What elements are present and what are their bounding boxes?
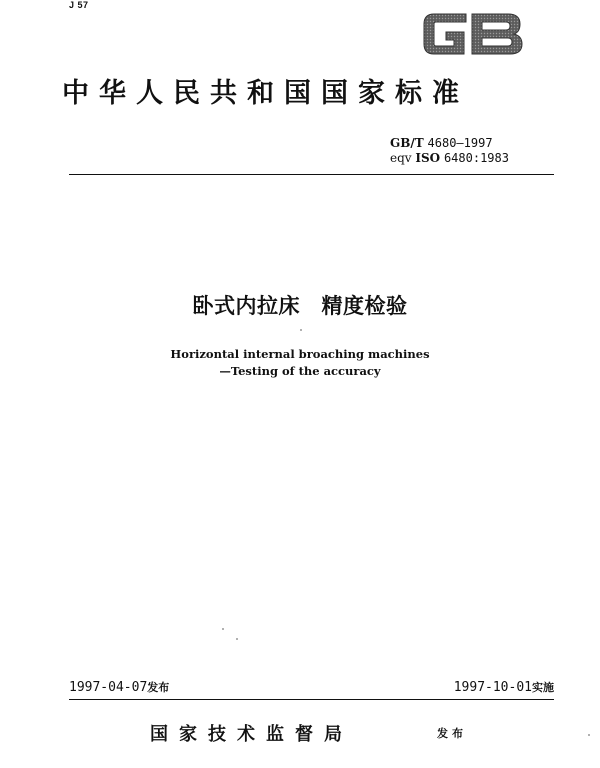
- bottom-divider: [69, 699, 554, 700]
- iso-prefix: ISO: [415, 151, 441, 165]
- gb-logo: [420, 8, 526, 60]
- iso-number: 6480:1983: [443, 151, 509, 165]
- scan-speck: [588, 734, 590, 736]
- effective-date: [454, 679, 554, 695]
- standard-number-block: [390, 136, 560, 165]
- eqv-prefix: eqv: [390, 151, 412, 165]
- scan-speck: [222, 628, 224, 630]
- top-divider: [69, 174, 554, 175]
- english-title: [0, 346, 600, 380]
- issue-date-label: 发布: [147, 681, 170, 694]
- standard-number: 4680—1997: [427, 136, 493, 150]
- effective-date-label: 实施: [532, 681, 554, 694]
- scan-speck: [236, 638, 238, 640]
- standard-number-line: [390, 136, 560, 150]
- issue-date-value: 1997-04-07: [69, 680, 148, 695]
- chinese-title: 卧式内拉床 精度检验: [192, 294, 408, 318]
- classification-code: J 57: [69, 0, 89, 10]
- main-title: 中华人民共和国国家标准: [62, 78, 469, 109]
- effective-date-value: 1997-10-01: [453, 680, 532, 695]
- scan-speck: [300, 329, 302, 331]
- issue-date: [69, 679, 169, 695]
- iso-equivalence-line: [390, 151, 560, 165]
- issue-word: 发布: [437, 727, 467, 740]
- english-title-line2: —Testing of the accuracy: [219, 364, 381, 378]
- standard-prefix: GB/T: [390, 136, 424, 150]
- english-title-line1: Horizontal internal broaching machines: [170, 347, 430, 361]
- issuing-authority: 国家技术监督局: [150, 724, 353, 745]
